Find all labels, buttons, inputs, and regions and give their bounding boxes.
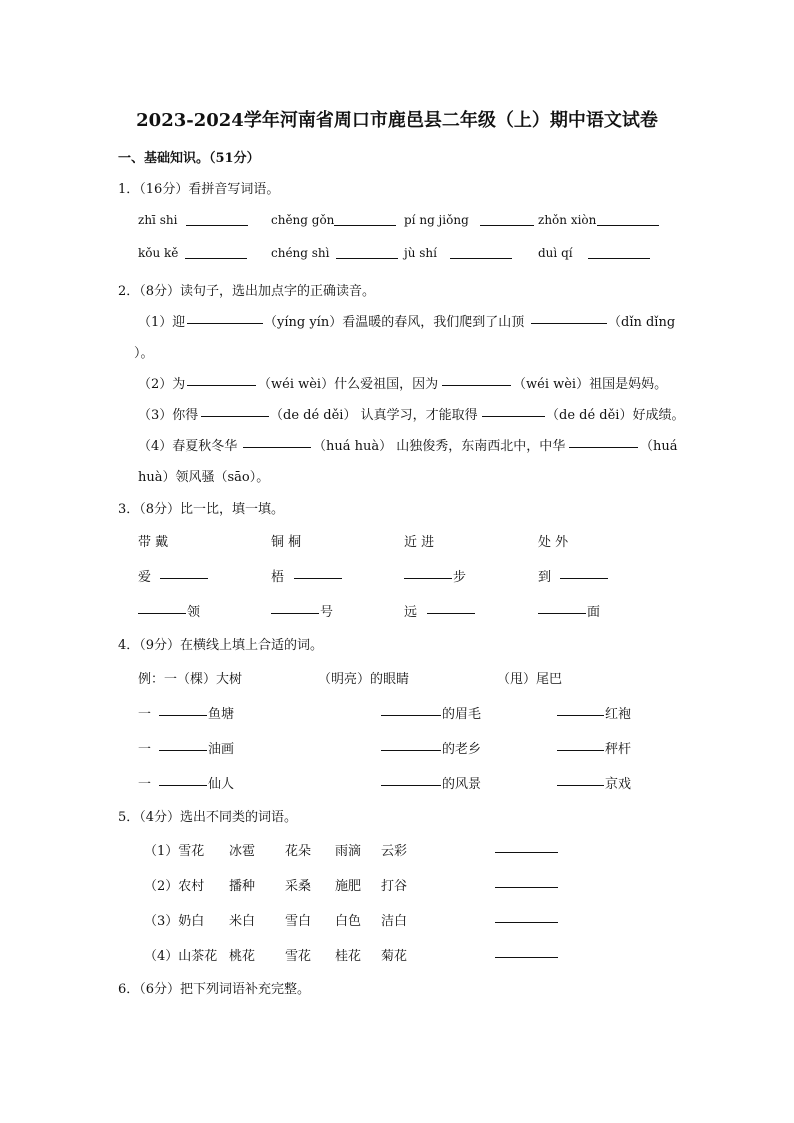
pinyin-item: duì qí (538, 246, 573, 260)
pinyin-item: chéng shì (271, 246, 330, 260)
sentence-text: （huá huà） 山独俊秀，东南西北中，中华 (313, 439, 566, 454)
answer-blank[interactable] (588, 246, 650, 259)
word: 雨滴 (335, 844, 362, 859)
answer-blank[interactable] (381, 738, 441, 751)
word: 播种 (229, 879, 256, 894)
answer-blank[interactable] (160, 566, 208, 579)
sentence-text: （yíng yín）看温暖的春风，我们爬到了山顶 (264, 315, 525, 330)
answer-blank[interactable] (495, 840, 558, 853)
answer-blank[interactable] (557, 738, 604, 751)
sentence-text: （3）你得 (138, 408, 199, 423)
answer-blank[interactable] (185, 246, 247, 259)
sentence-text: （dǐn dǐng (608, 315, 676, 330)
pinyin-item: kǒu kě (138, 246, 179, 260)
sentence-text: （4）春夏秋冬华 (138, 439, 238, 454)
pinyin-item: zhǒn xiòn (538, 213, 597, 227)
char: 到 (538, 570, 552, 585)
example-text: （甩）尾巴 (497, 672, 563, 687)
answer-blank[interactable] (159, 738, 207, 751)
fill-text: 的老乡 (442, 742, 482, 757)
example-text: 例：一（棵）大树 (138, 672, 243, 687)
answer-blank[interactable] (495, 945, 558, 958)
word: 白色 (335, 914, 362, 929)
word: 雪花 (285, 949, 312, 964)
fill-text: 的风景 (442, 777, 482, 792)
page-title: 2023-2024学年河南省周口市鹿邑县二年级（上）期中语文试卷 (136, 110, 658, 131)
answer-blank[interactable] (495, 910, 558, 923)
answer-blank[interactable] (271, 601, 319, 614)
fill-text: 鱼塘 (208, 707, 235, 722)
sentence-text: （1）迎 (138, 315, 186, 330)
word: 云彩 (381, 844, 408, 859)
answer-blank[interactable] (159, 773, 207, 786)
sentence-text: （de dé děi）好成绩。 (546, 408, 685, 423)
char-pair: 处 外 (538, 535, 569, 550)
answer-blank[interactable] (138, 601, 186, 614)
char: 爱 (138, 570, 152, 585)
word: （2）农村 (144, 879, 205, 894)
answer-blank[interactable] (557, 773, 604, 786)
word: 桃花 (229, 949, 256, 964)
question-6-heading: 6．（6分）把下列词语补充完整。 (118, 982, 311, 997)
answer-blank[interactable] (450, 246, 512, 259)
char: 梧 (271, 570, 285, 585)
fill-text: 一 (138, 707, 152, 722)
question-5-heading: 5．（4分）选出不同类的词语。 (118, 810, 298, 825)
word: 打谷 (381, 879, 408, 894)
pinyin-item: chěng gǒn (271, 213, 335, 227)
pinyin-item: pí ng jiǒng (404, 213, 469, 227)
char: 领 (187, 605, 201, 620)
pinyin-item: jù shí (404, 246, 437, 260)
char: 号 (320, 605, 334, 620)
pinyin-item: zhī shi (138, 213, 178, 227)
answer-blank[interactable] (482, 404, 545, 417)
answer-blank[interactable] (381, 703, 441, 716)
fill-text: 红袍 (605, 707, 632, 722)
fill-text: 一 (138, 777, 152, 792)
char-pair: 近 进 (404, 535, 435, 550)
answer-blank[interactable] (557, 703, 604, 716)
answer-blank[interactable] (480, 213, 534, 226)
word: 施肥 (335, 879, 362, 894)
word: 米白 (229, 914, 256, 929)
word: 雪白 (285, 914, 312, 929)
char-pair: 铜 桐 (271, 535, 302, 550)
char: 远 (404, 605, 418, 620)
answer-blank[interactable] (187, 373, 256, 386)
answer-blank[interactable] (531, 311, 607, 324)
sentence-text: （de dé děi） 认真学习，才能取得 (270, 408, 478, 423)
word: （3）奶白 (144, 914, 205, 929)
sentence-text: （wéi wèi）祖国是妈妈。 (513, 377, 668, 392)
answer-blank[interactable] (201, 404, 269, 417)
answer-blank[interactable] (243, 435, 311, 448)
answer-blank[interactable] (159, 703, 207, 716)
word: 桂花 (335, 949, 362, 964)
question-1-heading: 1．（16分）看拼音写词语。 (118, 182, 280, 197)
question-3-heading: 3．（8分）比一比，填一填。 (118, 502, 285, 517)
question-4-heading: 4．（9分）在横线上填上合适的词。 (118, 638, 324, 653)
sentence-text: （2）为 (138, 377, 186, 392)
section-heading: 一、基础知识。（51分） (118, 151, 260, 166)
answer-blank[interactable] (294, 566, 342, 579)
char-pair: 带 戴 (138, 535, 169, 550)
answer-blank[interactable] (495, 875, 558, 888)
answer-blank[interactable] (569, 435, 638, 448)
fill-text: 仙人 (208, 777, 235, 792)
fill-text: 的眉毛 (442, 707, 482, 722)
example-text: （明亮）的眼睛 (318, 672, 410, 687)
answer-blank[interactable] (538, 601, 586, 614)
sentence-text: huà）领风骚（sāo）。 (138, 470, 270, 485)
char: 面 (587, 605, 601, 620)
answer-blank[interactable] (560, 566, 608, 579)
word: 洁白 (381, 914, 408, 929)
word: （4）山茶花 (144, 949, 218, 964)
fill-text: 秤杆 (605, 742, 632, 757)
answer-blank[interactable] (334, 213, 396, 226)
sentence-text: （huá (640, 439, 678, 454)
word: （1）雪花 (144, 844, 205, 859)
fill-text: 油画 (208, 742, 235, 757)
answer-blank[interactable] (597, 213, 659, 226)
sentence-text: （wéi wèi）什么爱祖国，因为 (258, 377, 439, 392)
answer-blank[interactable] (427, 601, 475, 614)
word: 菊花 (381, 949, 408, 964)
answer-blank[interactable] (186, 213, 248, 226)
answer-blank[interactable] (187, 311, 263, 324)
answer-blank[interactable] (381, 773, 441, 786)
question-2-heading: 2．（8分）读句子，选出加点字的正确读音。 (118, 284, 376, 299)
char: 步 (453, 570, 467, 585)
word: 花朵 (285, 844, 312, 859)
sentence-text: ）。 (134, 346, 154, 361)
answer-blank[interactable] (336, 246, 398, 259)
word: 采桑 (285, 879, 312, 894)
fill-text: 一 (138, 742, 152, 757)
answer-blank[interactable] (404, 566, 452, 579)
word: 冰雹 (229, 844, 256, 859)
answer-blank[interactable] (442, 373, 511, 386)
fill-text: 京戏 (605, 777, 632, 792)
